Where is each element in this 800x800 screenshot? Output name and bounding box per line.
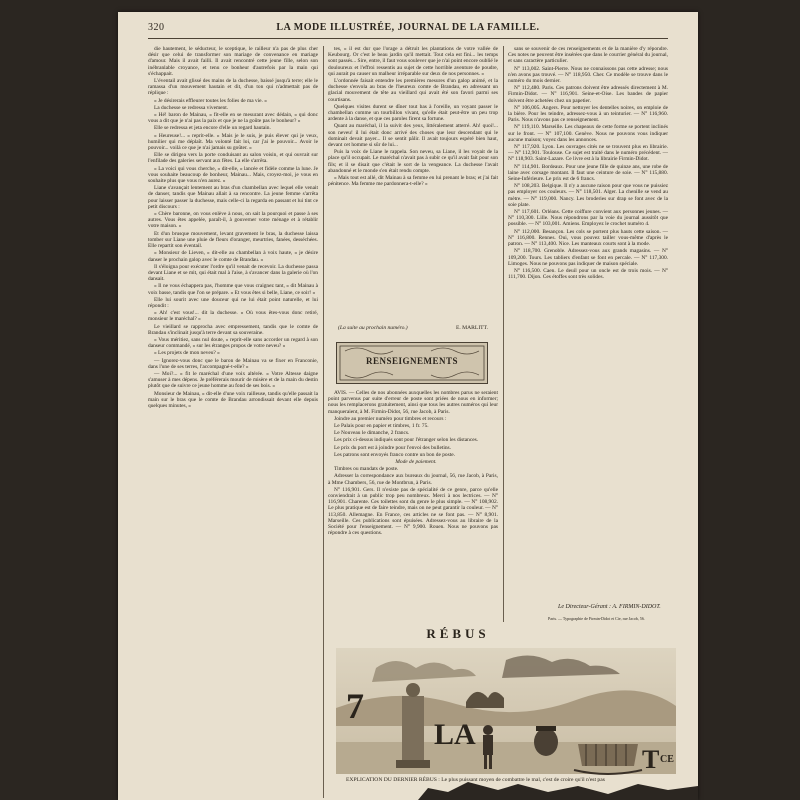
rebus-glyph: 7 — [346, 686, 364, 726]
paragraph: « La voici qui vous cherche, » dit-elle, « lancée et fidèle comme la lune. Je vous souhaite beaucoup de bonheur, Mainau... Mais, croyez-moi, je vous en souhaite plus que vous n'en aurez. » — [148, 165, 318, 185]
paragraph: Puis la voix de Liane le rappela. Son neveu, sa Liane, il les voyait de la place qu'il occupait. Le maréchal n'avait pas à subir ce qu'il avait fait pour son fils; et il se disait que c'était le sort de la vengeance. La duchesse l'avait abandonné et le monde s'en était rendu compte. — [328, 149, 498, 174]
rebus-glyph: CE — [660, 754, 674, 765]
paragraph: « Il ne vous échappera pas, l'homme que vous craignez tant, » dit Mainau à voix basse, tandis que l'on se prépare. « Et vous êtes si belle, Liane, ce soir! » — [148, 283, 318, 296]
paragraph: N° 118,700. Grenoble. Adressez-vous aux grands magasins. — N° 109,200. Tours. Les tabliers d'enfant se font en percale. — N° 117,300. Limoges. Nous ne pouvons pas indiquer de maison spéciale. — [508, 248, 668, 267]
paragraph: L'ordonnée faisait entendre les premières mesures d'un galop animé, et la duchesse s'envola au bras de l'heureux comte de Brandau, en adressant un glacial mouvement de tête au vieillard qui avait été son favori parmi ses courtisans. — [328, 78, 498, 103]
page-header — [148, 22, 668, 38]
director-signature: Le Directeur-Gérant : A. FIRMIN-DIDOT. — [558, 604, 661, 610]
paragraph: Les patrons sont envoyés franco contre un bon de poste. — [334, 451, 455, 458]
paragraph: « Hé! baron de Mainau, » fit-elle en se mesurant avec dédain, « qui donc vous a dit que je n'ai pas la paix et que je ne la goûte pas le bonheur? » — [148, 112, 318, 125]
newspaper-page — [118, 12, 698, 800]
rebus-glyph: T — [642, 745, 660, 774]
paragraph: tes, « il est dur que l'orage a détruit les plantations de votre vallée de Keubourg. Or c'est le beau jardin qu'il mettait. Tout cela est fini... les temps sont passés... Sire, entre, il faut vous soulever que je n'ai point encore oublié le douloureux et l'effroi ressentis au sujet de cette horrible aventure de poudre, qui aurait pu causer un malheur irréparable sur deux de nos personnes. » — [328, 46, 498, 77]
paragraph: Mode de paiement. — [395, 459, 437, 466]
paragraph: — Ignorez-vous donc que le baron de Mainau va se fixer en Franconie, dans l'une de ses terres, l'accompagné-t-elle? » — [148, 357, 318, 370]
paragraph: Le Palais pour en papier et timbres, 1 fr. 75. — [334, 423, 429, 430]
paragraph: N° 108,203. Belgique. Il n'y a aucune raison pour que vous ne puissiez pas employer ces couleurs. — N° 118,501. Alger. La chenille se vend au mètre. — N° 119,000. Nancy. Les broderies sur drap se font avec de la soie plate. — [508, 183, 668, 208]
paragraph: Liane s'avançait lentement au bras d'un chambellan avec lequel elle venait de danser, tandis que Mainau allait à sa rencontre. La jeune femme s'arrêta pour laisser passer la duchesse, mais celle-ci la regarda en passant et lui tint ce petit discours : — [148, 185, 318, 210]
paragraph: N° 117,920. Lyon. Les ouvrages cités ne se trouvent plus en librairie. — N° 112,901. Toulouse. Ce sujet est traité dans le numéro précédent. — N° 118,903. Saint-Lazare. Ce livre est à la librairie Firmin-Didot. — [508, 144, 668, 163]
column-divider-2 — [503, 46, 504, 622]
paragraph: N° 113,002. Saint-Pierre. Nous ne connaissons pas cette adresse; nous n'en avons pas trouvé. — N° 118,950. Cher. Ce modèle se trouve dans le numéro du mois dernier. — [508, 65, 668, 85]
novel-column-1 — [148, 46, 318, 798]
paragraph: N° 116,901. Gers. Il n'existe pas de spécialité de ce genre, parce qu'elle conviendrait à un public trop peu nombreux. Merci à nos lectrices. — N° 116,901. Charente. Ces toilettes sont du genre le plus simple. — N° 108,902. Le plus pratique est de faire teindre, mais on ne peut garantir la couleur. — N° 113,850. Allemagne. En France, ces articles ne se font pas. — N° 8,901. Marseille. Ces publications sont épuisées. Adressez-vous au libraire de la Société pour l'enseignement. — N° 9,900. Rouen. Nous ne pouvons pas répondre à ces questions. — [328, 486, 498, 537]
paragraph: « Chère baronne, on vous enlève à nous, on sait la pourquoi et passe à ses autres. Vous êtes appelée, paraît-il, à gouverner votre ménage et à rétablir votre maison. » — [148, 211, 318, 230]
rebus-illustration — [316, 646, 686, 776]
header-rule — [148, 38, 668, 39]
paragraph: « Heureuse!... » reprit-elle. « Mais je le suis, je puis élever qui je veux, humilier qui me déplaît. Ma volonté fait loi, car j'ai le pouvoir... Avoir le pouvoir... voilà ce que je n'ai jamais su goûter. » — [148, 132, 318, 152]
paragraph: « Vous méritiez, sans nul doute, » reprit-elle sans accorder un regard à son danseur commandé, « sur les étranges propos de votre neveu? » — [148, 336, 318, 350]
paragraph: Le Nouveau le dimanche, 2 francs. — [334, 430, 410, 437]
paragraph: La duchesse se redressa vivement. — [154, 104, 229, 111]
paragraph: Le prix du port est à joindre pour l'envoi des bulletins. — [334, 444, 451, 451]
paragraph: « Mais tout est allé, dit Mainau à sa femme en lui prenant le bras; et j'ai fait pénitence. Ma femme me pardonnera-t-elle? » — [328, 175, 498, 188]
paragraph: N° 112,000. Besançon. Les cols se portent plus hauts cette saison. — N° 116,800. Rennes. Oui, vous pouvez tailler vous-même d'après le patron. — N° 113,400. Nice. Les manteaux courts sont à la mode. — [508, 228, 668, 248]
paragraph: Elle lui sourit avec une douceur qui ne lui était point naturelle, et lui répondit : — [148, 296, 318, 309]
paragraph: Joindre au premier numéro pour timbres et recours : — [334, 415, 447, 422]
paragraph: sans se souvenir de ces renseignements et de la manière d'y répondre. Ces notes ne peuvent être insérées que dans le courrier général du journal, et sans caractère particulier. — [508, 46, 668, 65]
renseignements-column-right — [508, 46, 668, 654]
paragraph: N° 116,500. Caen. Le deuil pour un oncle est de trois mois. — N° 111,700. Dijon. Ces étoffes sont très solides. — [508, 267, 668, 281]
paragraph: N° 114,901. Bordeaux. Pour une jeune fille de quinze ans, une robe de laine avec corsage montant. Il faut une ceinture de soie. — N° 115,880. Seine-Inférieure. Le prix est de 6 francs. — [508, 163, 668, 183]
journal-title: LA MODE ILLUSTRÉE, JOURNAL DE LA FAMILLE. — [276, 22, 540, 33]
paragraph: N° 106,005. Angers. Pour nettoyer les dentelles noires, on emploie de la bière. Pour les teindre, adressez-vous à un teinturier. — N° 116,960. Paris. Nous n'avons pas ce renseignement. — [508, 104, 668, 124]
paragraph: L'éventail avait glissé des mains de la duchesse, baissé jusqu'à terre; elle le ramassa d'un mouvement hautain et dit, d'un ton qui n'admettait pas de réplique : — [148, 78, 318, 97]
paragraph: « Je désirerais effleurer toutes les folies de ma vie. » — [154, 97, 267, 104]
paragraph: « Monsieur de Lieven, » dit-elle au chambellan à voix haute, « je désire danser le prochain galop avec le comte de Brandau. » — [148, 250, 318, 263]
paragraph: N° 117,601. Orléans. Cette coiffure convient aux personnes jeunes. — N° 110,300. Lille. Nous répondrons par la voie du journal aussitôt que possible. — N° 103,001. Amiens. Employez le crochet numéro 4. — [508, 209, 668, 228]
paragraph: — Moi?... » fit le maréchal d'une voix altérée. « Votre Altesse daigne s'amuser à mes dépens. Je préférerais mourir de misère et de la main du destin plutôt que de suivre ce jeune homme au fond de ses bois. » — [148, 370, 318, 390]
paragraph: Quant au maréchal, il la suivit des yeux, littéralement atterré. Ah! quoi!... son neveu! il lui était donc arrivé des choses que leur descendant qui le dominait devait payer... Il se sentit pâlir. Il avait toujours espéré bien haut, devant cet homme si sûr de lui... — [328, 123, 498, 149]
pot-figure — [534, 726, 558, 756]
continuation-note: (La suite au prochain numéro.) — [338, 325, 408, 331]
paragraph: Elle se dirigea vers la porte conduisant au salon voisin, et qui ouvrait sur l'enfilade des galeries servant aux fêtes. La elle s'arrêta. — [148, 152, 318, 165]
page-number: 320 — [148, 22, 165, 33]
paragraph: Le vieillard se rapprocha avec empressement, tandis que le comte de Brandau s'inclinait jusqu'à terre devant sa souveraine. — [148, 323, 318, 336]
paragraph: N° 119,110. Marseille. Les chapeaux de cette forme se portent inclinés sur le front. — N° 107,100. Genève. Nous ne pouvons vous indiquer aucune maison; voyez dans les annonces. — [508, 124, 668, 143]
printer-line: Paris. — Typographie de Firmin-Didot et Cie, rue Jacob, 56. — [548, 616, 645, 621]
paragraph: AVIS. — Celles de nos abonnées auxquelles les nombres parus ne seraient point parvenus par suite d'erreur de poste sont priées de nous en informer; nous les remplacerons gratuitement, ainsi que tous les autres numéros qui leur manqueraient, à M. Firmin-Didot, 56, rue Jacob, à Paris. — [328, 390, 498, 415]
paragraph: Timbres ou mandats de poste. — [334, 466, 399, 473]
paragraph: Et d'un brusque mouvement, levant gravement le bras, la duchesse laissa tomber sur Liane une pluie de fleurs d'oranger, meurtries, fanées, desséchées. Elle repartit son éventail. — [148, 230, 318, 250]
paragraph: Elle se redressa et jeta encore d'elle un regard hautain. — [154, 125, 271, 132]
torn-edge — [118, 778, 698, 800]
section-title: RENSEIGNEMENTS — [365, 356, 459, 366]
renseignements-column — [328, 390, 498, 622]
paragraph: Les prix ci-dessus indiqués sont pour l'étranger selon les distances. — [334, 437, 479, 444]
paragraph: die hautement, le séducteur, le sceptique, le railleur n'a pas de plus cher désir que celui de transformer son mariage de convenance en mariage d'amour. Mais il avait failli. Il avait rencontré cette jeune fille, selon son inébranlable croyance, et tenu ce bonheur d'autrefois par la main qui s'échappait. — [148, 46, 318, 77]
paragraph: Adresser la correspondance aux bureaux du journal, 56, rue Jacob, à Paris, à Mme Chambers, 56, rue de Montbrun, à Paris. — [328, 473, 498, 486]
rebus-explanation: EXPLICATION DU DERNIER RÉBUS : Le plus puissant moyen de combattre le mal, c'est de croire qu'il n'est pas — [346, 777, 605, 783]
author-name: E. MARLITT. — [455, 325, 488, 331]
paragraph: Quelques visites durent se dîner tout bas à l'oreille, un voyant passer le chambellan comme un tourbillon vivant, qu'elle était peut-être un peu trop ardente à la danse, et que ces paroles firent sa fortune. — [328, 103, 498, 123]
paragraph: Il s'éloigna pour exécuter l'ordre qu'il venait de recevoir. La duchesse passa devant Liane et se mit, qui était mal à l'aise, à s'avancer dans la galerie où l'on dansait. — [148, 263, 318, 283]
rebus-title: RÉBUS — [426, 626, 490, 641]
paragraph: « Ah! c'est vous!... dit la duchesse. « Où vous êtes-vous donc retiré, monsieur le maréchal? » — [148, 310, 318, 323]
section-cartouche — [336, 342, 488, 384]
rebus-glyph: LA — [434, 718, 476, 751]
story-signature — [338, 325, 488, 331]
paragraph: « Les projets de mon neveu? » — [154, 350, 220, 357]
novel-column-2 — [328, 46, 498, 356]
paragraph: N° 112,480. Paris. Ces patrons doivent être adressés directement à M. Firmin-Didot. — N° 116,901. Seine-et-Oise. Les bandes de papier doivent être achetées chez un papetier. — [508, 85, 668, 104]
paragraph: Monsieur de Mainau, » dit-elle d'une voix railleuse, tandis qu'elle passait la main sur le bras que le comte de Brandau arrondissait devant elle depuis quelques minutes, » — [148, 390, 318, 409]
